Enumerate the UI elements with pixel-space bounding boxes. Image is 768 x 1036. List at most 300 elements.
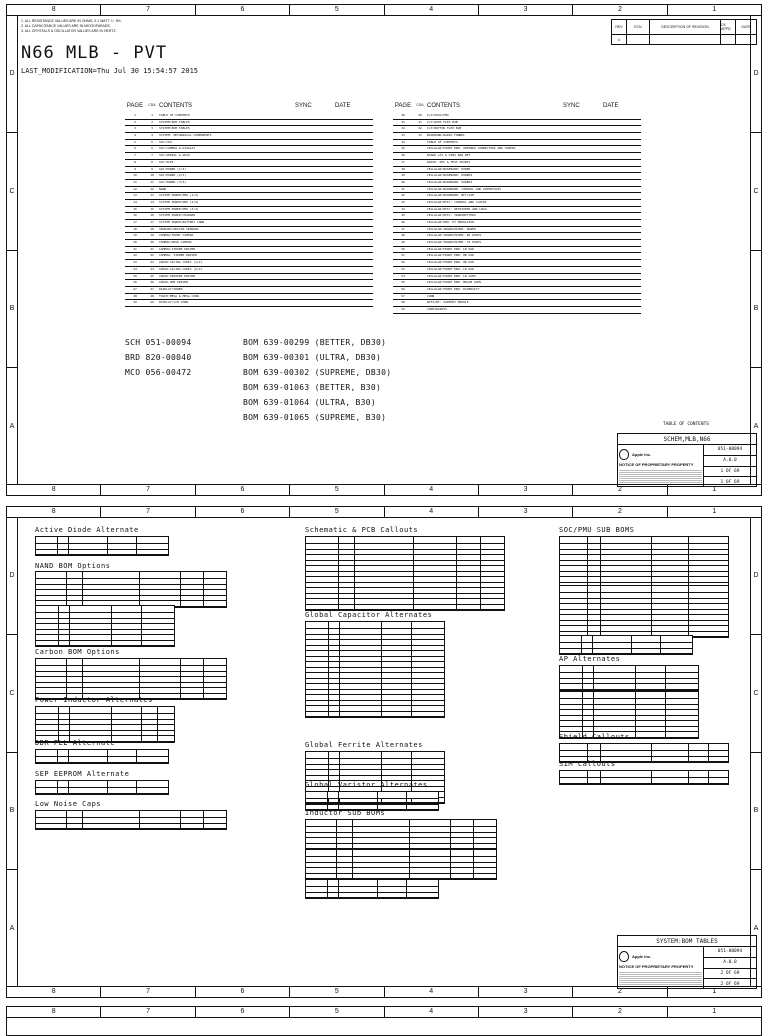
table-column-divider (409, 850, 410, 879)
toc-contents: SOC:CAMERA & DISPLAY (159, 146, 196, 151)
toc-csa: 15 (150, 206, 154, 211)
toc-csa: 17 (150, 220, 154, 224)
toc-row (393, 307, 641, 314)
toc-date (335, 167, 373, 173)
toc-csa (413, 260, 427, 266)
toc-page: 48 (401, 233, 405, 238)
toc-csa (413, 173, 427, 179)
toc-contents: I/O:BUTTON FLEX B2B (427, 126, 462, 131)
toc-sync (295, 167, 335, 173)
section-nand-bom: NAND BOM Options (35, 562, 111, 570)
table-row (36, 788, 168, 794)
toc-contents: SYSTEM:BOM TABLES (159, 126, 190, 131)
toc-csa: 24 (150, 266, 154, 271)
toc-date (335, 133, 373, 139)
toc-csa: 20 (150, 240, 154, 245)
toc-row (125, 113, 373, 120)
toc-contents: SOC:CPU (159, 139, 172, 144)
toc-page: 11 (133, 179, 137, 184)
toc-sync (295, 133, 335, 139)
table-column-divider (473, 820, 474, 849)
toc-date (335, 294, 373, 300)
section-inductor-sub-boms: Inductor Sub BOMs (305, 809, 386, 817)
table-column-divider (406, 880, 407, 898)
toc-page: 30 (401, 113, 405, 117)
toc-row (125, 160, 373, 167)
toc-date (603, 200, 641, 206)
table-column-divider (157, 707, 158, 742)
toc-page: 15 (133, 206, 137, 211)
table-column-divider (66, 811, 67, 829)
toc-sync (563, 267, 603, 273)
toc-page: 43 (401, 199, 405, 204)
toc-row (393, 274, 641, 281)
toc-page: 1 (134, 113, 136, 117)
toc-sync (295, 300, 335, 306)
toc-sync (563, 253, 603, 259)
toc-page: 3 (134, 126, 136, 131)
table-column-divider (327, 792, 328, 810)
toc-csa: 26 (150, 280, 154, 285)
toc-date (603, 240, 641, 246)
toc-sync (295, 180, 335, 186)
toc-contents: SOC:POWER (3/3) (159, 179, 187, 184)
section-ddr-pll: DDR PLL Alternate (35, 739, 116, 747)
toc-sync (563, 153, 603, 159)
section-shield-callouts: Shield Callouts (559, 733, 630, 741)
table-column-divider (708, 771, 709, 784)
toc-row (125, 253, 373, 260)
toc-page: 7 (134, 153, 136, 158)
table-header-row (36, 659, 226, 666)
toc-date (335, 213, 373, 219)
toc-row (125, 227, 373, 234)
toc-contents: CELLULAR:PMU: ET MODULATOR (427, 220, 474, 224)
toc-csa: 3 (151, 126, 153, 131)
table-column-divider (136, 781, 137, 794)
table-column-divider (69, 606, 70, 646)
table-soc-pmu-c (559, 635, 693, 655)
table-row (36, 641, 174, 647)
toc-sync (563, 287, 603, 293)
toc-date (335, 253, 373, 259)
toc-sync (295, 233, 335, 239)
toc-row (393, 253, 641, 260)
table-column-divider (139, 811, 140, 829)
toc-sync (563, 200, 603, 206)
toc-page: 54 (401, 273, 405, 278)
toc-page: 25 (133, 273, 137, 278)
toc-row (393, 213, 641, 220)
table-active-diode (35, 536, 169, 556)
toc-contents: CAMERA:REAR CAMERA (159, 240, 192, 245)
table-inductor-sub-bom-a (305, 819, 497, 850)
table-column-divider (688, 586, 689, 637)
table-header-row (560, 692, 698, 699)
toc-date (335, 233, 373, 239)
toc-date (603, 274, 641, 280)
table-header-row (306, 537, 504, 544)
toc-row (393, 200, 641, 207)
toc-page: 58 (401, 300, 405, 305)
table-column-divider (336, 820, 337, 849)
toc-contents: CONN (427, 293, 435, 298)
toc-contents: CELLULAR:FRONT END: ANTENNA CONNECTORS AND TUNERS (427, 146, 516, 151)
toc-date (603, 126, 641, 132)
table-column-divider (180, 572, 181, 607)
toc-contents: CELLULAR:FRONT END: DIVERSITY (427, 286, 480, 291)
table-column-divider (180, 811, 181, 829)
table-column-divider (587, 586, 588, 637)
toc-csa (413, 267, 427, 273)
toc-page: 39 (401, 173, 405, 178)
toc-row (125, 233, 373, 240)
table-column-divider (82, 811, 83, 829)
toc-row (393, 294, 641, 301)
toc-csa: 11 (150, 179, 154, 184)
toc-csa: 25 (150, 273, 154, 278)
column-ruler-bottom: 8 7 6 5 4 3 2 1 (7, 986, 761, 997)
toc-csa: 23 (150, 260, 154, 265)
table-column-divider (139, 659, 140, 699)
toc-csa: 7 (151, 153, 153, 158)
toc-csa (413, 307, 427, 313)
toc-page: 53 (401, 266, 405, 271)
toc-csa (413, 247, 427, 253)
toc-date (335, 187, 373, 193)
table-header-row (36, 537, 168, 544)
toc-page: 28 (133, 293, 137, 298)
toc-row (125, 187, 373, 194)
toc-sync (563, 274, 603, 280)
table-column-divider (660, 636, 661, 654)
toc-row (393, 180, 641, 187)
row-ruler-left: D C B A (7, 517, 18, 987)
toc-contents: CELLULAR:RFIC: RECEIVERS AND LNAS (427, 206, 487, 211)
toc-date (335, 193, 373, 199)
table-header-row (306, 880, 438, 887)
titleblock-caption: TABLE OF CONTENTS (662, 422, 709, 427)
table-column-divider (203, 572, 204, 607)
toc-page: 10 (133, 173, 137, 178)
toc-csa: 14 (150, 199, 154, 204)
toc-csa: 22 (150, 253, 154, 258)
section-carbon-bom: Carbon BOM Options (35, 648, 120, 656)
toc-page: 20 (133, 240, 137, 245)
table-column-divider (582, 666, 583, 690)
toc-contents: AUDIO:CALTRA CODEC (2/2) (159, 266, 203, 271)
toc-csa: 29 (150, 300, 154, 305)
toc-contents: SYSTEM POWER:PMU (1/4) (159, 193, 199, 198)
toc-date (603, 167, 641, 173)
toc-contents: AUDIO:CALTRA CODEC (1/2) (159, 260, 203, 265)
schematic-sheet-1 (6, 4, 762, 496)
table-column-divider (593, 666, 594, 690)
toc-csa (413, 227, 427, 233)
toc-page: 19 (133, 233, 137, 238)
toc-page: 13 (133, 193, 137, 198)
table-column-divider (336, 850, 337, 879)
toc-row (393, 300, 641, 307)
toc-page: 5 (134, 139, 136, 144)
toc-row (393, 267, 641, 274)
toc-sync (563, 207, 603, 213)
toc-sync (563, 213, 603, 219)
toc-contents: CELLULAR:FRONT END: LB ASMS (427, 273, 476, 278)
toc-page: 50 (401, 246, 405, 251)
table-column-divider (593, 692, 594, 738)
table-column-divider (688, 744, 689, 762)
table-column-divider (635, 692, 636, 738)
table-column-divider (58, 707, 59, 742)
toc-date (603, 280, 641, 286)
toc-page: 44 (401, 206, 405, 211)
toc-table-right: PAGE CSA CONTENTS SYNC DATE 30 30 I/O:DOCK/FMA 31 31 I/O:DOCK FLEX B2B 32 32 I/O:BUTTON FLEX B2B 33 33 BASEBAND:RADIO FUNNEL 34 TABLE OF CONTENTS 35 CELLULAR:FRONT END: ANTENNA CONNECTORS AND TUNERS 36 BOARD LAY & SIMS BAR NFT 37 RADIO: NFC & TEST POINTS 38 CELLULAR:BASEBAND: POWER 39 CELLULAR:BASEBAND: POWER2 40 CELLULAR:BASEBAND: POWER3 41 CELLULAR:BASEBAND: CONTROL AND INTERFACES 42 CELLULAR:BASEBAND: NFC/SIM 43 CELLULAR:RFIC: CONTROL AND CLOCKS 44 CELLULAR:RFIC: RECEIVERS AND LNAS 45 CELLULAR:RFIC: TRANSMITTERS 46 CELLULAR:PMU: ET MODULATOR 47 CELLULAR:TRANSCEIVER: POWER 48 CELLULAR:TRANSCEIVER: RX PORTS 49 CELLULAR:TRANSCEIVER: TX PORTS 50 CELLULAR:FRONT END: LB PAD 51 CELLULAR:FRONT END: MB PAD 52 CELLULAR:FRONT END: HB PAD 53 CELLULAR:FRONT END: LB PAD 54 CELLULAR:FRONT END: LB ASMS 55 CELLULAR:FRONT END: MB/HB ASMS 56 CELLULAR:FRONT END: DIVERSITY 57 CONN 58 WIFI/BT: SUPPORT MODULE 59 CONSTRAINTS (393, 103, 641, 314)
table-column-divider (69, 707, 70, 742)
toc-sync (295, 240, 335, 246)
toc-csa: 6 (151, 146, 153, 151)
toc-sync (295, 260, 335, 266)
table-column-divider (651, 537, 652, 588)
toc-contents: CELLULAR:RFIC: TRANSMITTERS (427, 213, 476, 218)
toc-date (603, 260, 641, 266)
toc-row (393, 220, 641, 227)
toc-sync (563, 173, 603, 179)
toc-sync (563, 193, 603, 199)
toc-csa: 9 (151, 166, 153, 171)
toc-row (393, 233, 641, 240)
table-column-divider (480, 537, 481, 610)
toc-row (125, 193, 373, 200)
toc-csa: 1 (151, 113, 153, 117)
table-column-divider (631, 636, 632, 654)
table-column-divider (338, 792, 339, 810)
toc-date (603, 233, 641, 239)
schematic-sheet-3 (6, 1006, 762, 1036)
table-carbon-bom (35, 658, 227, 700)
toc-row (125, 274, 373, 281)
toc-date (603, 287, 641, 293)
table-column-divider (180, 659, 181, 699)
toc-row (393, 173, 641, 180)
toc-page: 57 (401, 293, 405, 298)
toc-csa (413, 280, 427, 286)
toc-page: 59 (401, 306, 405, 311)
table-column-divider (587, 771, 588, 784)
toc-page: 23 (133, 260, 137, 265)
toc-sync (563, 187, 603, 193)
table-column-divider (411, 622, 412, 717)
toc-date (335, 227, 373, 233)
toc-row (125, 260, 373, 267)
table-header-row (306, 850, 496, 857)
toc-csa (413, 233, 427, 239)
toc-date (335, 207, 373, 213)
toc-page: 47 (401, 226, 405, 231)
toc-page: 2 (134, 119, 136, 124)
table-column-divider (203, 659, 204, 699)
toc-date (603, 247, 641, 253)
table-column-divider (327, 880, 328, 898)
toc-page: 37 (401, 159, 405, 164)
table-column-divider (111, 707, 112, 742)
title-block: SYSTEM:BOM TABLES Apple Inc. NOTICE OF PROPRIETARY PROPERTY 051-00094 A.0.0 2 OF 69 2 OF 69 (617, 935, 757, 989)
toc-page: 31 (401, 119, 405, 124)
table-header-row (560, 771, 728, 778)
table-column-divider (82, 572, 83, 607)
toc-page: 6 (134, 146, 136, 151)
table-column-divider (141, 707, 142, 742)
toc-row (125, 267, 373, 274)
section-active-diode: Active Diode Alternate (35, 526, 139, 534)
section-schematic-pcb: Schematic & PCB Callouts (305, 526, 419, 534)
toc-row (125, 207, 373, 214)
toc-row (125, 173, 373, 180)
table-row (560, 778, 728, 784)
toc-row (393, 133, 641, 140)
toc-sync (295, 274, 335, 280)
toc-row (393, 146, 641, 153)
table-header-row (306, 622, 444, 629)
toc-date (335, 140, 373, 146)
table-column-divider (651, 586, 652, 637)
apple-logo-icon (619, 951, 629, 962)
toc-contents: DISPLAY:POWER (159, 286, 183, 291)
table-column-divider (352, 820, 353, 849)
table-header-row (306, 752, 444, 759)
toc-csa: 4 (151, 133, 153, 138)
toc-date (603, 300, 641, 306)
general-notes: 1. ALL RESISTANCE VALUES ARE IN OHMS, 0.1 WATT +/- 5%. 2. ALL CAPACITANCE VALUES ARE IN MICROFARADS. 3. ALL CRYSTALS & OSCILLATOR VALUES ARE IN HERTZ. (21, 19, 122, 33)
toc-contents: CELLULAR:TRANSCEIVER: TX PORTS (427, 240, 482, 245)
table-header-row (36, 707, 174, 714)
toc-contents: SOC:POWER (2/3) (159, 173, 187, 178)
table-column-divider (352, 850, 353, 879)
table-row (36, 757, 168, 763)
toc-sync (295, 253, 335, 259)
toc-contents: SYSTEM POWER:PMU (3/4) (159, 206, 199, 211)
toc-contents: TABLE OF CONTENTS (427, 139, 458, 144)
toc-contents: SYSTEM:BOM TABLES (159, 119, 190, 124)
toc-row (393, 287, 641, 294)
toc-contents: DISPLAY:LCM CONN (159, 300, 188, 305)
drawing-name: SYSTEM:BOM TABLES (656, 937, 718, 945)
table-header-row (560, 744, 728, 751)
table-header-row (36, 781, 168, 788)
toc-contents: CAMERA: STROBE DRIVER (159, 253, 197, 258)
toc-csa: 10 (150, 173, 154, 178)
toc-csa: 30 (418, 113, 422, 117)
table-row (306, 605, 504, 611)
toc-contents: CELLULAR:BASEBAND: POWER2 (427, 173, 473, 178)
toc-contents: CELLULAR:FRONT END: MB PAD (427, 253, 474, 258)
toc-page: 32 (401, 126, 405, 131)
toc-sync (295, 146, 335, 152)
toc-csa: 18 (150, 226, 154, 231)
table-header-row (306, 820, 496, 827)
toc-date (335, 153, 373, 159)
toc-page: 21 (133, 246, 137, 251)
toc-page: 38 (401, 166, 405, 171)
table-nand-bom-b (35, 605, 175, 647)
toc-contents: BOARD LAY & SIMS BAR NFT (427, 153, 471, 158)
toc-date (603, 173, 641, 179)
table-column-divider (68, 537, 69, 555)
toc-contents: CELLULAR:TRANSCEIVER: POWER (427, 226, 476, 231)
toc-csa (413, 294, 427, 300)
toc-sync (563, 180, 603, 186)
toc-row (125, 180, 373, 187)
table-low-noise-caps (35, 810, 227, 830)
section-sim-callouts: SIM Callouts (559, 760, 616, 768)
bom-list: BOM 639-00299 (BETTER, DB30) BOM 639-00301 (ULTRA, DB30) BOM 639-00302 (SUPREME, DB30) BOM 639-01063 (BETTER, B30) BOM 639-01064 (ULTRA, B30) BOM 639-01065 (SUPREME, B30) (243, 338, 392, 422)
toc-csa (413, 274, 427, 280)
revision-block: REV ECN DESCRIPTION OF REVISION CK APPD DATE A (611, 19, 757, 45)
toc-row (125, 247, 373, 254)
toc-row (125, 287, 373, 294)
toc-sync (563, 160, 603, 166)
toc-row (393, 187, 641, 194)
toc-date (335, 180, 373, 186)
toc-date (335, 126, 373, 132)
table-column-divider (688, 771, 689, 784)
toc-row (393, 193, 641, 200)
toc-row (125, 153, 373, 160)
table-column-divider (328, 622, 329, 717)
toc-sync (563, 140, 603, 146)
table-header-row (560, 666, 698, 673)
section-global-ferrite: Global Ferrite Alternates (305, 741, 423, 749)
toc-csa (413, 287, 427, 293)
page-title: N66 MLB - PVT (21, 43, 168, 63)
toc-row (393, 227, 641, 234)
table-global-capacitor (305, 621, 445, 718)
toc-date (603, 133, 641, 139)
toc-sync (563, 247, 603, 253)
toc-csa (413, 193, 427, 199)
table-soc-pmu-b (559, 585, 729, 638)
toc-date (603, 213, 641, 219)
table-column-divider (600, 586, 601, 637)
toc-csa (413, 187, 427, 193)
toc-page: 41 (401, 186, 405, 191)
toc-page: 18 (133, 226, 137, 231)
toc-csa: 31 (418, 119, 422, 124)
row-ruler-right: D C B A (750, 15, 761, 485)
table-column-divider (339, 622, 340, 717)
table-column-divider (592, 636, 593, 654)
table-column-divider (82, 659, 83, 699)
table-column-divider (136, 750, 137, 763)
table-sep-eeprom (35, 780, 169, 795)
toc-date (335, 300, 373, 306)
table-row (36, 824, 226, 830)
toc-sync (563, 260, 603, 266)
toc-csa (413, 146, 427, 152)
toc-date (335, 280, 373, 286)
toc-sync (295, 160, 335, 166)
toc-date (335, 274, 373, 280)
toc-date (603, 160, 641, 166)
toc-sync (563, 133, 603, 139)
table-column-divider (203, 811, 204, 829)
table-power-inductor (35, 706, 175, 743)
toc-sync (563, 113, 603, 119)
row-ruler-left: D C B A (7, 15, 18, 485)
toc-sync (295, 280, 335, 286)
toc-date (335, 160, 373, 166)
toc-contents: CAMERA:FRONT CAMERA (159, 233, 194, 238)
